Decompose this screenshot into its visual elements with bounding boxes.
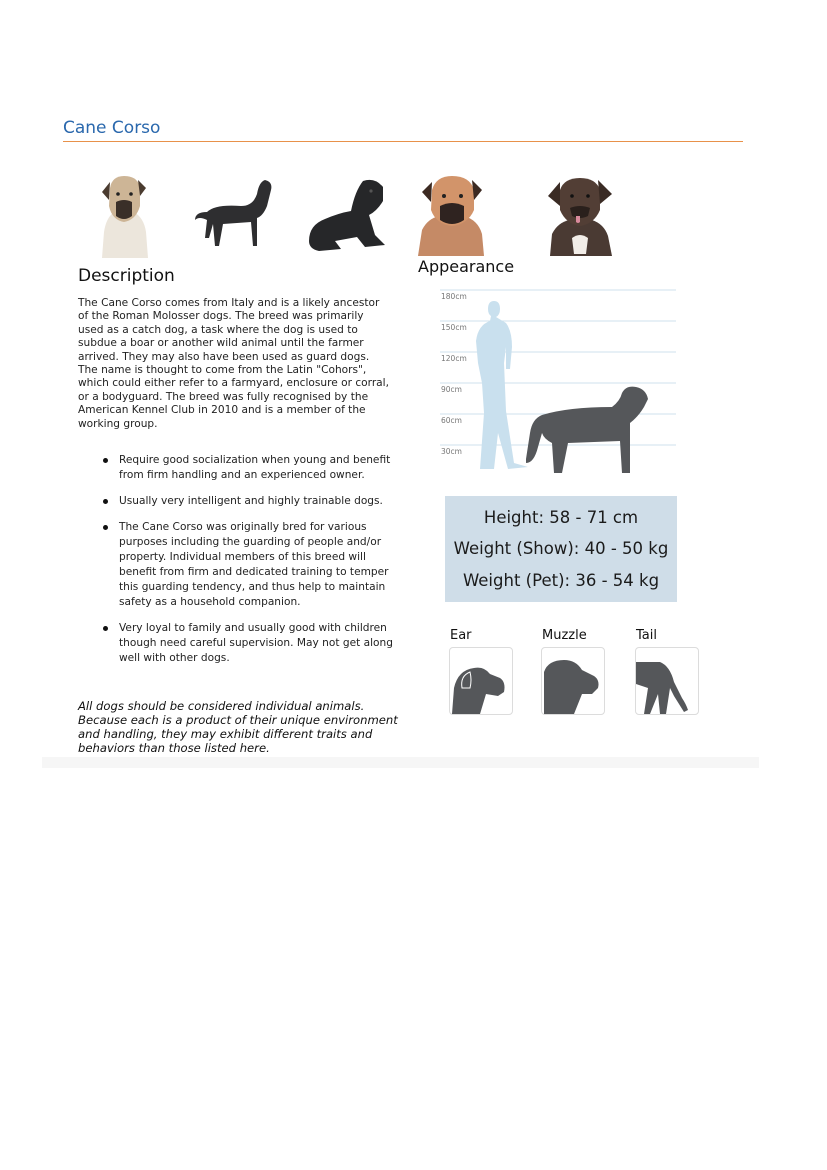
list-item: Very loyal to family and usually good with children though need careful supervision. May not get along well with other dogs. xyxy=(78,621,393,666)
list-item: The Cane Corso was originally bred for various purposes including the guarding of people and/or property. Individual members of this breed will benefit from firm and dedicated training to temper this guarding tendency, and thus help to maintain safety as a household companion. xyxy=(78,520,393,610)
ear-label: Ear xyxy=(450,628,472,643)
human-silhouette-icon xyxy=(476,301,528,469)
title-divider xyxy=(63,141,743,142)
scale-tick: 30cm xyxy=(441,447,462,456)
scale-tick: 90cm xyxy=(441,385,462,394)
tail-label: Tail xyxy=(636,628,657,643)
tail-icon xyxy=(635,647,699,715)
description-text: The Cane Corso comes from Italy and is a likely ancestor of the Roman Molosser dogs. The breed was primarily used as a catch dog, a task where the dog is used to subdue a boar or another wild animal until the farmer arrived. They may also have been used as guard dogs. The name is thought to come from the Latin "Cohors", which could either refer to a farmyard, enclosure or corral, or a bodyguard. The breed was fully recognised by the American Kennel Club in 2010 and is a member of the working group. xyxy=(78,297,389,430)
ear-icon xyxy=(449,647,513,715)
description-heading: Description xyxy=(78,266,175,286)
bullet-icon xyxy=(103,626,108,631)
height-stat: Height: 58 - 71 cm xyxy=(483,508,639,527)
size-comparison-chart xyxy=(438,283,678,482)
weight-pet-stat: Weight (Pet): 36 - 54 kg xyxy=(462,571,660,590)
muzzle-label: Muzzle xyxy=(542,628,587,643)
scale-tick: 120cm xyxy=(441,354,467,363)
traits-list xyxy=(78,453,393,677)
puppy-head-dark-icon xyxy=(546,174,616,260)
muzzle-icon xyxy=(541,647,605,715)
bullet-icon xyxy=(103,458,108,463)
dog-head-fawn-icon xyxy=(96,172,152,262)
dog-standing-brindle-icon xyxy=(193,176,275,252)
dog-lying-black-icon xyxy=(305,175,387,257)
page-title: Cane Corso xyxy=(63,118,161,138)
bullet-icon xyxy=(103,499,108,504)
weight-show-stat: Weight (Show): 40 - 50 kg xyxy=(453,539,669,558)
disclaimer-text: All dogs should be considered individual animals. Because each is a product of their unique environment and handling, they may exhibit different traits and behaviors than those listed here. xyxy=(78,699,398,755)
list-item: Usually very intelligent and highly trainable dogs. xyxy=(78,494,393,509)
dog-head-red-icon xyxy=(418,172,486,260)
scale-tick: 60cm xyxy=(441,416,462,425)
bullet-icon xyxy=(103,525,108,530)
list-item: Require good socialization when young and benefit from firm handling and an experienced owner. xyxy=(78,453,393,483)
footer-band xyxy=(42,757,759,768)
dog-silhouette-icon xyxy=(526,387,648,473)
scale-tick: 180cm xyxy=(441,292,467,301)
size-stats-panel xyxy=(445,496,677,602)
appearance-heading: Appearance xyxy=(418,257,515,276)
scale-tick: 150cm xyxy=(441,323,467,332)
